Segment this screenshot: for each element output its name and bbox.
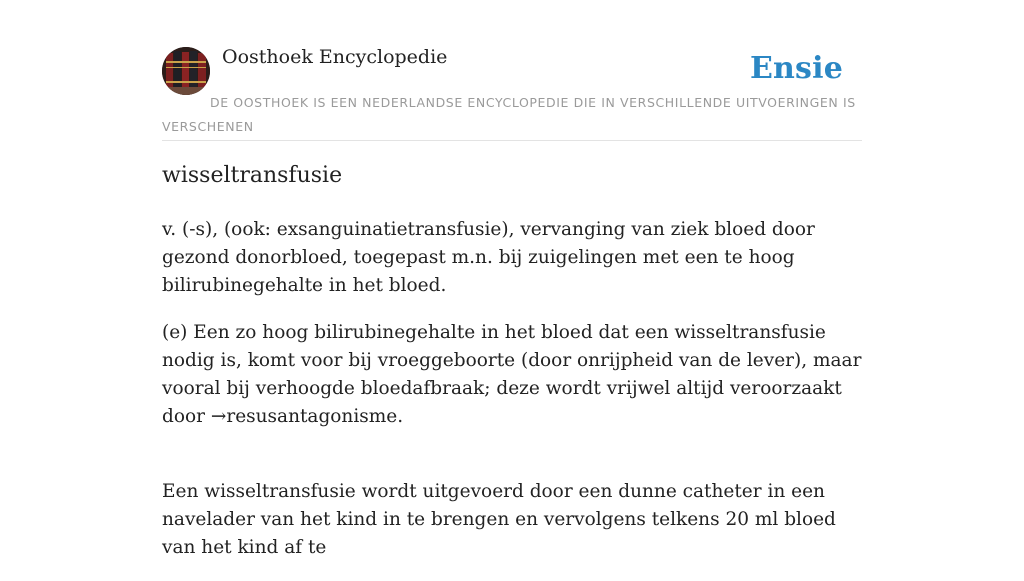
entry-body [162,216,862,581]
site-title[interactable]: Oosthoek Encyclopedie [222,46,448,68]
site-tagline: DE OOSTHOEK IS EEN NEDERLANDSE ENCYCLOPEDIE DIE IN VERSCHILLENDE UITVOERINGEN IS VERSCHENEN [162,95,856,134]
entry-paragraph: Een wisseltransfusie wordt uitgevoerd door een dunne catheter in een navelader van het kind in te brengen en vervolgens telkens 20 ml bloed van het kind af te [162,481,836,558]
entry-paragraph [162,319,862,431]
books-icon [162,47,210,95]
encyclopedia-avatar[interactable] [162,47,210,95]
entry-title: wisseltransfusie [162,163,343,188]
paragraph-text: (e) Een zo hoog bilirubinegehalte in het bloed dat een wisseltransfusie nodig is, komt voor bij vroeggeboorte (door onrijpheid van de lever), maar vooral bij verhoogde bloedafbraak; deze wordt vrijwel altijd veroorzaakt door [162,322,862,427]
paragraph-spacer [162,450,862,478]
ensie-logo-link[interactable]: Ensie [749,51,843,86]
entry-paragraph: v. (-s), (ook: exsanguinatietransfusie), vervanging van ziek bloed door gezond donorbloed, toegepast m.n. bij zuigelingen met een te hoog bilirubinegehalte in het bloed. [162,219,815,296]
cross-reference-link[interactable]: →resusantagonisme [210,406,398,427]
paragraph-end: . [397,406,404,427]
site-header [162,46,862,141]
